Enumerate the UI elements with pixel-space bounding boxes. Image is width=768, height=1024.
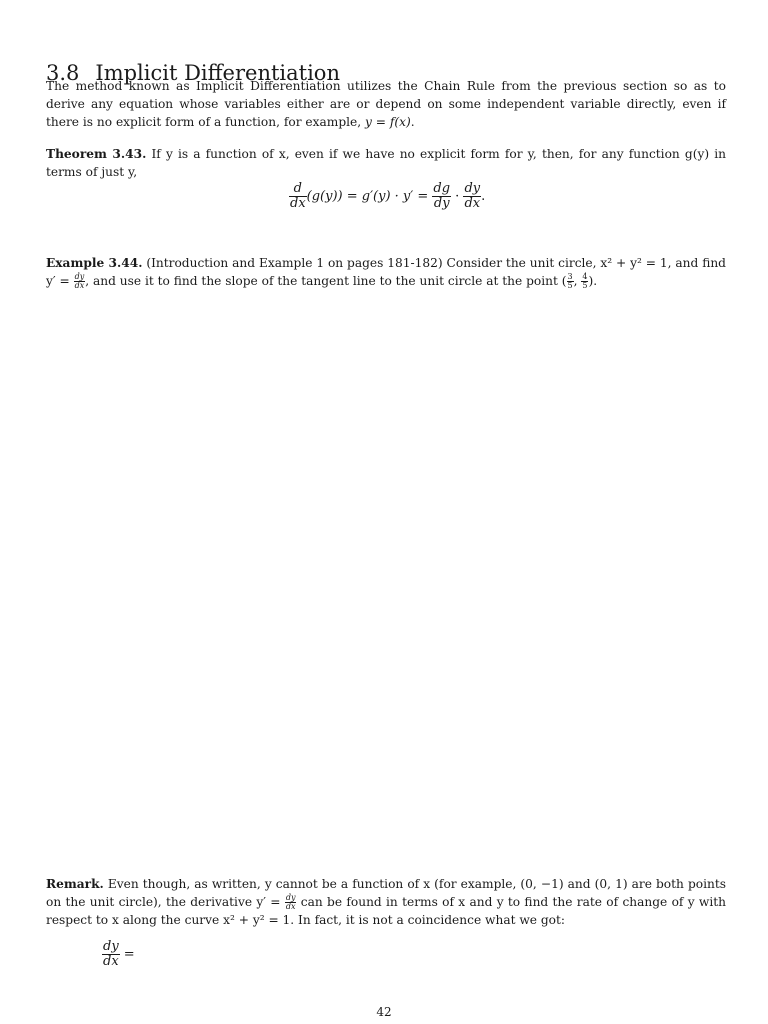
intro-text: The method known as Implicit Differentiation utilizes the Chain Rule from the previous section so as to derive any equation whose variables either are or depend on some independent variable directly, even if there is no explicit form of a function, for example, [46, 79, 726, 129]
remark-dydx-fraction [285, 894, 297, 911]
frac-den: dx [103, 954, 119, 969]
example-dydx-fraction [74, 273, 86, 290]
frac-num: dy [285, 892, 296, 902]
frac-num: dg [433, 181, 451, 196]
theorem-paragraph [46, 146, 726, 182]
point-x-fraction [567, 273, 574, 290]
frac-num: d [293, 181, 302, 196]
frac-den: dx [285, 901, 296, 911]
equation-middle: (g(y)) = g′(y) · y′ = [306, 189, 433, 204]
frac-num: dy [103, 939, 119, 954]
frac-den: dx [290, 196, 306, 211]
intro-paragraph [46, 78, 726, 131]
page-number: 42 [376, 1005, 392, 1019]
frac-num: dy [74, 271, 85, 281]
frac-den: 5 [582, 280, 588, 290]
section-title: Implicit Differentiation [95, 61, 340, 86]
theorem-text: If y is a function of x, even if we have no explicit form for y, then, for any function g(y) in terms of just y, [46, 147, 726, 179]
frac-den: dx [464, 196, 481, 211]
dg-dy-fraction [432, 182, 451, 211]
remark-paragraph [46, 876, 726, 929]
remark-text-2: can be found in terms of x and y to find the rate of change of y with respect to x along the curve x² + y² = 1. In fact, it is not a coincidence what we got: [46, 894, 726, 927]
d-dx-fraction [289, 182, 307, 211]
section-number: 3.8 [46, 61, 80, 86]
remark-eq-equals: = [119, 947, 135, 962]
frac-num: 4 [582, 271, 588, 281]
dy-dx-fraction [463, 182, 481, 211]
intro-math: y = f(x) [365, 114, 411, 129]
example-paragraph [46, 255, 726, 291]
remark-label: Remark. [46, 877, 104, 891]
theorem-equation [289, 182, 485, 211]
equation-end: . [481, 189, 486, 204]
intro-text-end: . [410, 114, 415, 129]
remark-text: Even though, as written, y cannot be a function of x (for example, (0, −1) and (0, 1) are both points on the unit circle), the derivative y′ = [46, 877, 726, 909]
remark-equation [102, 940, 135, 969]
example-text-2: , and use it to find the slope of the tangent line to the unit circle at the point ( [85, 273, 567, 288]
frac-den: dy [433, 196, 450, 211]
frac-num: dy [464, 181, 481, 196]
multiply-dot: · [451, 189, 464, 204]
example-text-end: ). [588, 273, 598, 288]
example-label: Example 3.44. [46, 256, 143, 270]
frac-den: dx [74, 280, 85, 290]
theorem-label: Theorem 3.43. [46, 147, 147, 161]
remark-eq-fraction [102, 940, 120, 969]
point-separator: , [573, 273, 582, 288]
frac-den: 5 [567, 280, 573, 290]
example-text: (Introduction and Example 1 on pages 181-182) Consider the unit circle, x² + y² = 1, and find y′ = [46, 256, 726, 288]
frac-num: 3 [567, 271, 573, 281]
